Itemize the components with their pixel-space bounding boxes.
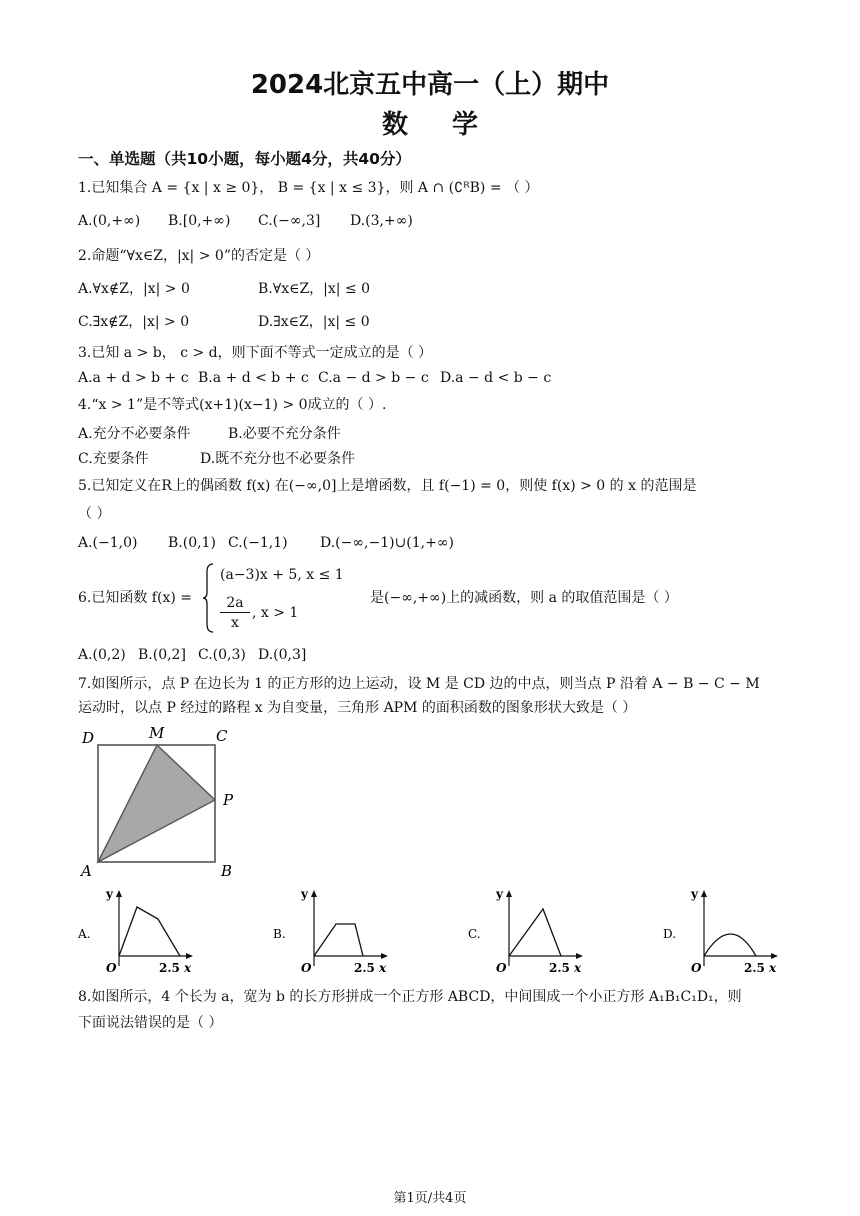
svg-text:O: O [496,961,507,975]
q5-stem-cont: （ ） [78,506,111,522]
q7-label-d: D [82,729,95,747]
q7-label-a: A [81,862,92,880]
q7-graph-b-curve [314,924,363,956]
exam-title: 2024北京五中高一（上）期中 [250,70,610,100]
q4-option-d: D.既不充分也不必要条件 [200,451,356,467]
q7-graph-a [76,884,206,980]
q5-option-d: D.(−∞,−1)∪(1,+∞) [320,535,454,551]
exam-subject: 数学 [381,110,522,140]
q6-option-b: B.(0,2] [138,647,186,663]
svg-text:O: O [106,961,117,975]
svg-text:y: y [496,887,503,901]
q7-triangle-apm [98,745,215,862]
q8-stem: 8.如图所示，4 个长为 a，宽为 b 的长方形拼成一个正方形 ABCD，中间围成一个小正方形 A₁B₁C₁D₁，则 [78,989,742,1005]
svg-text:O: O [691,961,702,975]
q6-stem-suffix: 是(−∞,+∞)上的减函数，则 a 的取值范围是（ ） [370,590,678,606]
q7-graph-d-label: D. [663,927,677,941]
q7-graph-d [661,884,791,980]
q6-case2-num: 2a [220,594,250,613]
q2-option-d: D.∃x∈Z，|x| ≤ 0 [258,314,370,330]
q3-stem: 3.已知 a > b， c > d，则下面不等式一定成立的是（ ） [78,345,433,361]
q6-case2-cond: , x > 1 [252,605,299,621]
page-number: 第1页/共4页 [393,1191,467,1206]
q6-option-d: D.(0,3] [258,647,307,663]
q4-option-a: A.充分不必要条件 [78,426,191,442]
svg-text:2.5: 2.5 [159,961,180,975]
q4-stem: 4.“x > 1”是不等式(x+1)(x−1) > 0成立的（ ）. [78,397,387,413]
q5-stem: 5.已知定义在R上的偶函数 f(x) 在(−∞,0]上是增函数，且 f(−1) = 0，则使 f(x) > 0 的 x 的范围是 [78,478,697,494]
svg-text:O: O [301,961,312,975]
q7-label-c: C [216,727,228,745]
q7-label-p: P [223,791,234,809]
q6-case2-den: x [231,615,239,631]
q7-square-figure [76,724,246,884]
q6-stem-prefix: 6.已知函数 f(x) = [78,590,192,606]
q7-graph-d-curve [704,934,756,956]
q8-stem-cont: 下面说法错误的是（ ） [78,1015,223,1031]
q1-stem: 1.已知集合 A = {x | x ≥ 0}， B = {x | x ≤ 3}，则 A ∩ (∁ᴿB) = （ ） [78,180,539,196]
q2-stem: 2.命题“∀x∈Z，|x| > 0”的否定是（ ） [78,248,320,264]
q5-option-b: B.(0,1) [168,535,216,551]
q5-option-a: A.(−1,0) [78,535,138,551]
q4-option-b: B.必要不充分条件 [228,426,341,442]
q2-option-c: C.∃x∉Z，|x| > 0 [78,314,190,330]
q4-option-c: C.充要条件 [78,451,149,467]
q7-stem: 7.如图所示，点 P 在边长为 1 的正方形的边上运动，设 M 是 CD 边的中点，则当点 P 沿着 A − B − C − M [78,676,760,692]
svg-text:2.5: 2.5 [549,961,570,975]
q2-option-a: A.∀x∉Z，|x| > 0 [78,281,190,297]
svg-text:x: x [574,961,582,975]
svg-text:y: y [691,887,698,901]
q7-graph-c-curve [509,909,561,956]
q7-graph-c-label: C. [468,927,481,941]
svg-text:x: x [379,961,387,975]
q3-option-c: C.a − d > b − c [318,370,429,386]
svg-text:x: x [769,961,777,975]
q6-case1: (a−3)x + 5, x ≤ 1 [220,567,344,583]
q6-brace [203,562,215,634]
q2-option-b: B.∀x∈Z，|x| ≤ 0 [258,281,371,297]
svg-text:y: y [301,887,308,901]
q7-graph-b [271,884,401,980]
q5-option-c: C.(−1,1) [228,535,288,551]
q7-stem-cont: 运动时，以点 P 经过的路程 x 为自变量，三角形 APM 的面积函数的图象形状大致是（ ） [78,700,637,716]
q1-option-d: D.(3,+∞) [350,213,413,229]
q1-option-b: B.[0,+∞) [168,213,231,229]
svg-text:x: x [184,961,192,975]
q7-graph-a-label: A. [78,927,91,941]
q7-graph-a-curve [119,907,180,956]
svg-text:2.5: 2.5 [744,961,765,975]
q1-option-a: A.(0,+∞) [78,213,141,229]
q7-graph-c [466,884,596,980]
svg-text:2.5: 2.5 [354,961,375,975]
q1-option-c: C.(−∞,3] [258,213,321,229]
q3-option-a: A.a + d > b + c [78,370,189,386]
q7-label-b: B [221,862,233,880]
svg-text:y: y [106,887,113,901]
section-heading: 一、单选题（共10小题，每小题4分，共40分） [78,150,411,168]
q7-graph-b-label: B. [273,927,286,941]
q3-option-d: D.a − d < b − c [440,370,552,386]
q7-label-m: M [149,724,165,742]
q6-option-c: C.(0,3) [198,647,246,663]
q3-option-b: B.a + d < b + c [198,370,309,386]
q6-option-a: A.(0,2) [78,647,126,663]
